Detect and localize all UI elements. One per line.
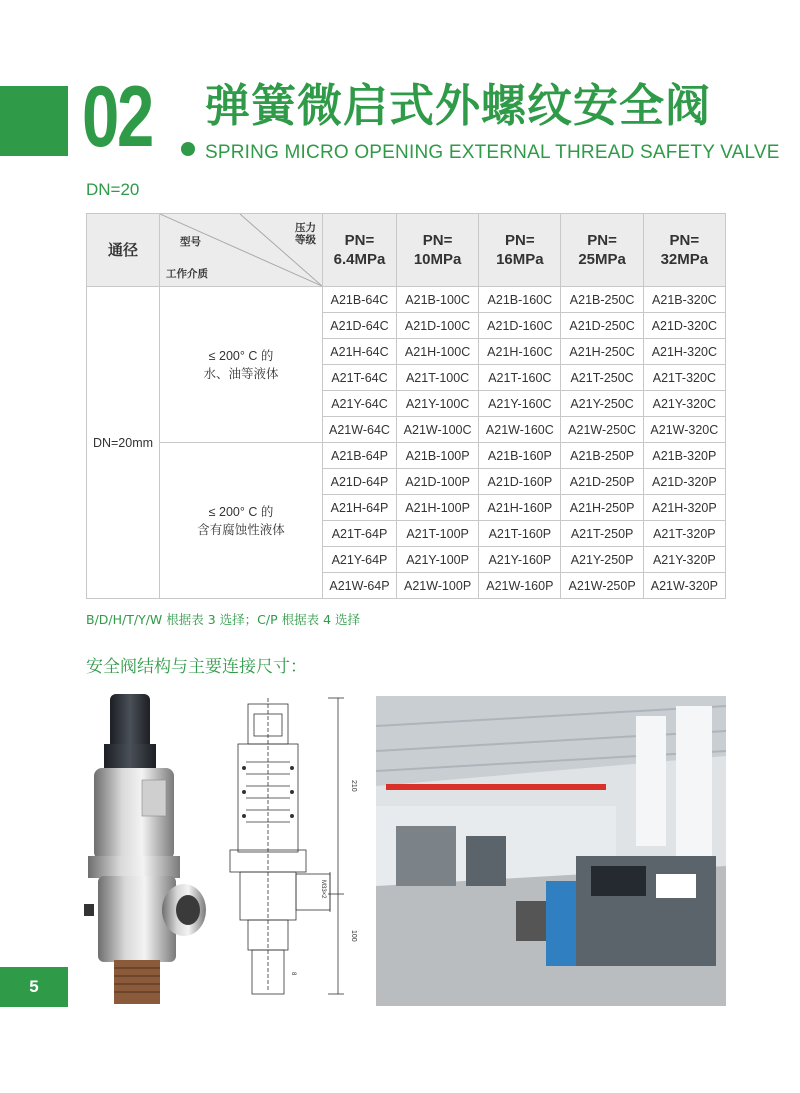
table-row <box>87 443 726 469</box>
table-row <box>87 287 726 313</box>
page-title-cn: 弹簧微启式外螺纹安全阀 <box>205 79 712 132</box>
dim-small: 8 <box>290 972 296 976</box>
dn-value-cell: DN=20mm <box>87 287 160 599</box>
model-cell: A21W-100P <box>396 573 478 599</box>
model-cell: A21T-250C <box>561 365 643 391</box>
header-diagonal-cell <box>160 214 323 287</box>
model-cell: A21W-64C <box>323 417 397 443</box>
model-cell: A21D-250C <box>561 313 643 339</box>
medium-cell: ≤ 200° C 的 含有腐蚀性液体 <box>160 443 323 599</box>
model-cell: A21B-320C <box>643 287 725 313</box>
diag-label-medium: 工作介质 <box>166 268 208 280</box>
page-title-en: SPRING MICRO OPENING EXTERNAL THREAD SAFETY VALVE <box>205 142 780 163</box>
model-cell: A21D-100C <box>396 313 478 339</box>
model-cell: A21W-250P <box>561 573 643 599</box>
model-cell: A21Y-160C <box>479 391 561 417</box>
model-cell: A21W-64P <box>323 573 397 599</box>
model-cell: A21Y-100P <box>396 547 478 573</box>
model-cell: A21D-160P <box>479 469 561 495</box>
model-cell: A21Y-100C <box>396 391 478 417</box>
model-cell: A21T-100C <box>396 365 478 391</box>
model-cell: A21H-100P <box>396 495 478 521</box>
model-cell: A21H-64P <box>323 495 397 521</box>
model-cell: A21B-320P <box>643 443 725 469</box>
model-cell: A21B-160P <box>479 443 561 469</box>
model-cell: A21H-64C <box>323 339 397 365</box>
model-cell: A21H-100C <box>396 339 478 365</box>
model-cell: A21W-320C <box>643 417 725 443</box>
model-cell: A21D-320P <box>643 469 725 495</box>
section-number: 02 <box>82 69 152 165</box>
model-cell: A21W-160C <box>479 417 561 443</box>
model-cell: A21D-160C <box>479 313 561 339</box>
model-cell: A21T-64C <box>323 365 397 391</box>
header-pn-4: PN= 32MPa <box>643 214 725 287</box>
dim-thread: M33×2 <box>320 880 326 899</box>
header-tongjing: 通径 <box>87 214 160 287</box>
model-cell: A21H-320P <box>643 495 725 521</box>
model-cell: A21H-160P <box>479 495 561 521</box>
header-pn-1: PN= 10MPa <box>396 214 478 287</box>
section-subheading: 安全阀结构与主要连接尺寸： <box>86 657 307 677</box>
model-cell: A21Y-250P <box>561 547 643 573</box>
model-cell: A21T-160C <box>479 365 561 391</box>
section-number-dot <box>181 142 195 156</box>
medium-cell: ≤ 200° C 的 水、油等液体 <box>160 287 323 443</box>
model-cell: A21Y-320C <box>643 391 725 417</box>
model-cell: A21B-100P <box>396 443 478 469</box>
model-cell: A21H-250C <box>561 339 643 365</box>
dim-height-total: 210 <box>350 780 357 792</box>
model-cell: A21T-250P <box>561 521 643 547</box>
diag-label-type: 型号 <box>180 236 201 248</box>
model-cell: A21D-320C <box>643 313 725 339</box>
model-cell: A21W-160P <box>479 573 561 599</box>
model-cell: A21W-320P <box>643 573 725 599</box>
model-cell: A21T-320P <box>643 521 725 547</box>
table-body <box>87 287 726 599</box>
model-cell: A21Y-64P <box>323 547 397 573</box>
model-cell: A21Y-160P <box>479 547 561 573</box>
model-cell: A21B-160C <box>479 287 561 313</box>
dn-label: DN=20 <box>86 180 140 199</box>
valve-photo <box>84 688 210 1008</box>
model-cell: A21B-100C <box>396 287 478 313</box>
model-cell: A21W-250C <box>561 417 643 443</box>
header-accent-bar <box>0 86 68 156</box>
model-cell: A21Y-64C <box>323 391 397 417</box>
model-cell: A21B-64P <box>323 443 397 469</box>
table-header-row <box>87 214 726 287</box>
page-number: 5 <box>0 967 68 1007</box>
model-cell: A21D-64P <box>323 469 397 495</box>
model-cell: A21D-250P <box>561 469 643 495</box>
model-cell: A21T-64P <box>323 521 397 547</box>
model-cell: A21Y-250C <box>561 391 643 417</box>
diag-label-pressure: 压力 等级 <box>295 222 316 246</box>
model-cell: A21B-250P <box>561 443 643 469</box>
header-pn-2: PN= 16MPa <box>479 214 561 287</box>
model-cell: A21Y-320P <box>643 547 725 573</box>
header-pn-0: PN= 6.4MPa <box>323 214 397 287</box>
model-cell: A21H-320C <box>643 339 725 365</box>
model-cell: A21T-160P <box>479 521 561 547</box>
model-cell: A21D-100P <box>396 469 478 495</box>
model-cell: A21H-160C <box>479 339 561 365</box>
spec-table <box>86 213 726 599</box>
dim-height-lower: 100 <box>350 930 357 942</box>
model-cell: A21W-100C <box>396 417 478 443</box>
header-pn-3: PN= 25MPa <box>561 214 643 287</box>
model-cell: A21B-250C <box>561 287 643 313</box>
model-cell: A21H-250P <box>561 495 643 521</box>
factory-photo <box>376 696 726 1006</box>
model-cell: A21D-64C <box>323 313 397 339</box>
footnote: B/D/H/T/Y/W 根据表 3 选择；C/P 根据表 4 选择 <box>86 612 361 627</box>
model-cell: A21T-320C <box>643 365 725 391</box>
valve-cross-section-drawing <box>218 690 366 1006</box>
model-cell: A21B-64C <box>323 287 397 313</box>
model-cell: A21T-100P <box>396 521 478 547</box>
